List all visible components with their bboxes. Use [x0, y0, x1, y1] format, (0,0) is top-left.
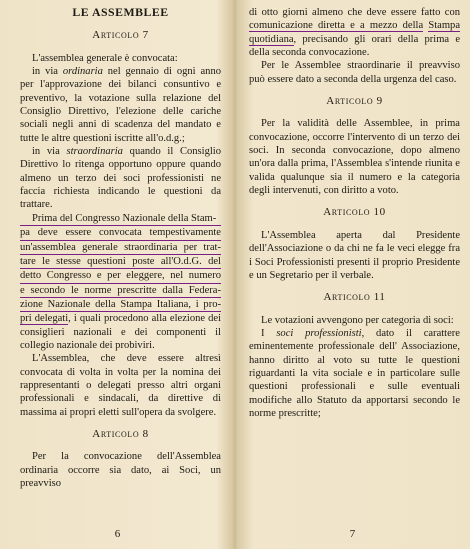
- article-7-congress-paragraph: [20, 212, 221, 352]
- right-page: [235, 0, 470, 549]
- article-7-delegates: L'Assemblea, che deve essere altresì convocata di volta in volta per la nomina dei rappresentanti o delegati presso altri organi professionali e sindacali, da direttive di massima ai propri eletti sull'opera da svolgere.: [20, 353, 221, 418]
- article-11-professionals: I soci professionisti, dato il carattere eminentemente professionale dell' Associazione, hanno diritto al voto su tutte le questioni riguardanti la vita sociale e in particolare sulle questioni professionali e sulle eventuali modifiche allo Statuto da apportarsi secondo le norme prescritte;: [249, 327, 460, 419]
- article-10-title: Articolo 10: [323, 206, 386, 219]
- article-9-text: Per la validità delle Assemblee, in prima convocazione, occorre l'intervento di un terzo dei soci. In seconda convocazione, dopo almeno un'ora dalla prima, l'Assemblea s'intende riunita e valida qualunque sia il numero e la categoria degli intervenuti, con diritto a voto.: [249, 118, 460, 197]
- article-7-ordinary: in via ordinaria nel gennaio di ogni anno per l'approvazione dei bilanci consuntivo e preventivo, la votazione sulla relazione del Consiglio Direttivo, l'elezione delle cariche sociali negli anni di scadenza del mandato e tutte le altre questioni iscritte all'o.d.g.;: [20, 66, 221, 144]
- underlined-line: e secondo le norme prescritte dalla Federa-: [20, 284, 221, 298]
- underlined-line: tare le stesse questioni poste all'O.d.G. del: [20, 255, 221, 269]
- article-11-title: Articolo 11: [323, 291, 386, 304]
- article-9-title: Articolo 9: [326, 95, 383, 108]
- underlined-line: detto Congresso e per eleggere, nel numero: [20, 269, 221, 283]
- underlined-line: zione Nazionale della Stampa Italiana, i pro-: [20, 298, 221, 312]
- article-8-continued: di otto giorni almeno che deve essere fatto con comunicazione diretta e a mezzo della Stampa quotidiana, precisando gli orari della prima e della seconda convocazione.: [249, 7, 460, 59]
- underlined-line: un'assemblea generale straordinaria per trat-: [20, 241, 221, 255]
- article-7-congress-tail: pri delegati, i quali procedono alla elezione dei consiglieri nazionali e dei componenti il collegio nazionale dei probiviri.: [20, 313, 222, 351]
- article-10-text: L'Assemblea aperta dal Presidente dell'Associazione o da chi ne fa le veci elegge fra i Soci Professionisti presenti il proprio Presidente e un Segretario per il verbale.: [249, 229, 460, 281]
- article-7-intro: L'assemblea generale è convocata:: [32, 52, 178, 64]
- page-number: 6: [114, 527, 121, 540]
- article-8-text: Per la convocazione dell'Assemblea ordinaria occorre sia dato, ai Soci, un preavviso: [20, 451, 221, 489]
- page-heading: LE ASSEMBLEE: [72, 5, 169, 19]
- underlined-line: pa deve essere convocata tempestivamente: [20, 226, 221, 240]
- underlined-phrase: Stampa quotidiana: [249, 20, 460, 45]
- article-7-title: Articolo 7: [92, 29, 149, 42]
- article-11-intro: Le votazioni avvengono per categoria di soci:: [261, 314, 454, 326]
- page-number: 7: [349, 527, 356, 540]
- article-8-title: Articolo 8: [92, 427, 149, 440]
- underlined-phrase: comunicazione diretta e a mezzo della: [249, 20, 424, 32]
- article-8-extraordinary: Per le Assemblee straordinarie il preavviso può essere dato a seconda della urgenza del caso.: [249, 60, 460, 85]
- article-7-extraordinary: in via straordinaria quando il Consiglio Direttivo lo ritenga opportuno oppure quando almeno un terzo dei soci professionisti ne faccia richiesta indicando le questioni da trattare.: [20, 146, 221, 211]
- underlined-line: Prima del Congresso Nazionale della Stam-: [20, 212, 221, 226]
